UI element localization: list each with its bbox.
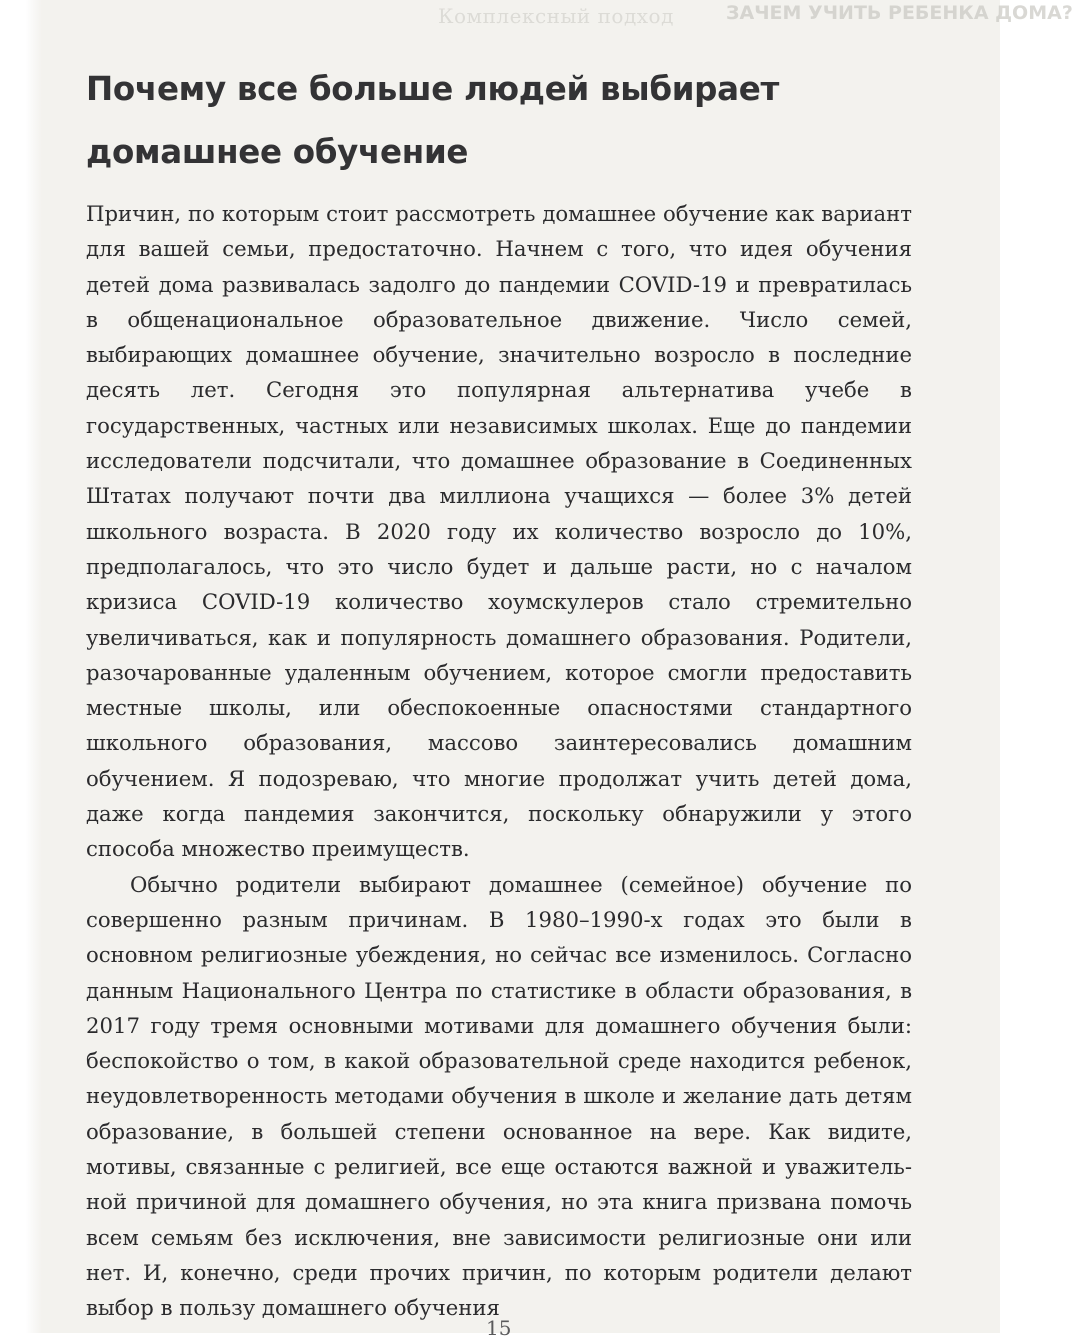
page-gutter — [0, 0, 42, 1333]
paragraph-2: Обычно родители выбирают домашнее (семейное) обучение по совершенно разным причинам. В 1980–1990-х годах это были в основном религиозные убеждения, но сейчас все изменилось. Согласно данным Национального Центра по статистике в области образования, в 2017 году тремя основными мотивами для домашнего обучения были: беспокойство о том, в какой образовательной среде находится ребенок, неудовлетворенность методами обучения в школе и желание дать детям образование, в большей степени основанное на вере. Как видите, мотивы, связанные с религией, все еще остаются важной и уважительной причиной для домашнего обучения, но эта книга призвана помочь всем семьям без исключения, вне зависимости религиозные они или нет. И, конечно, среди прочих причин, по которым родители делают выбор в пользу домашнего обучения — [86, 871, 912, 1321]
page-number: 15 — [486, 1316, 512, 1340]
running-head-left: Комплексный подход — [438, 4, 674, 28]
body-text — [86, 196, 912, 1326]
section-title: Почему все больше людей выбирает домашнее обучение — [86, 70, 780, 171]
running-head-right: ЗАЧЕМ УЧИТЬ РЕБЕНКА ДОМА? — [726, 2, 1073, 24]
paragraph-1: Причин, по которым стоит рассмотреть домашнее обучение как вариант для вашей семьи, предостаточно. Начнем с того, что идея обучения детей дома развивалась задолго до пандемии COVID-19 и превратилась в общенациональное образовательное движение. Число семей, выбирающих домашнее обучение, значительно возросло в последние десять лет. Сегодня это популярная альтернатива учебе в государственных, частных или независимых школах. Еще до пандемии исследователи подсчитали, что домашнее образование в Соединенных Штатах получают почти два миллиона учащихся — более 3% детей школьного возраста. В 2020 году их количество возросло до 10%, предполагалось, что это число будет и дальше расти, но с началом кризиса COVID-19 количество хоумскулеров стало стремительно увеличиваться, как и популярность домашнего образования. Родители, разочарованные удаленным обучением, которое смогли предоставить местные школы, или обеспокоенные опасностями стандартного школьного образования, массово заинтересовались домашним обучением. Я подозреваю, что многие продолжат учить детей дома, даже когда пандемия закончится, поскольку обнаружили у этого способа множество преимуществ. — [86, 201, 912, 862]
